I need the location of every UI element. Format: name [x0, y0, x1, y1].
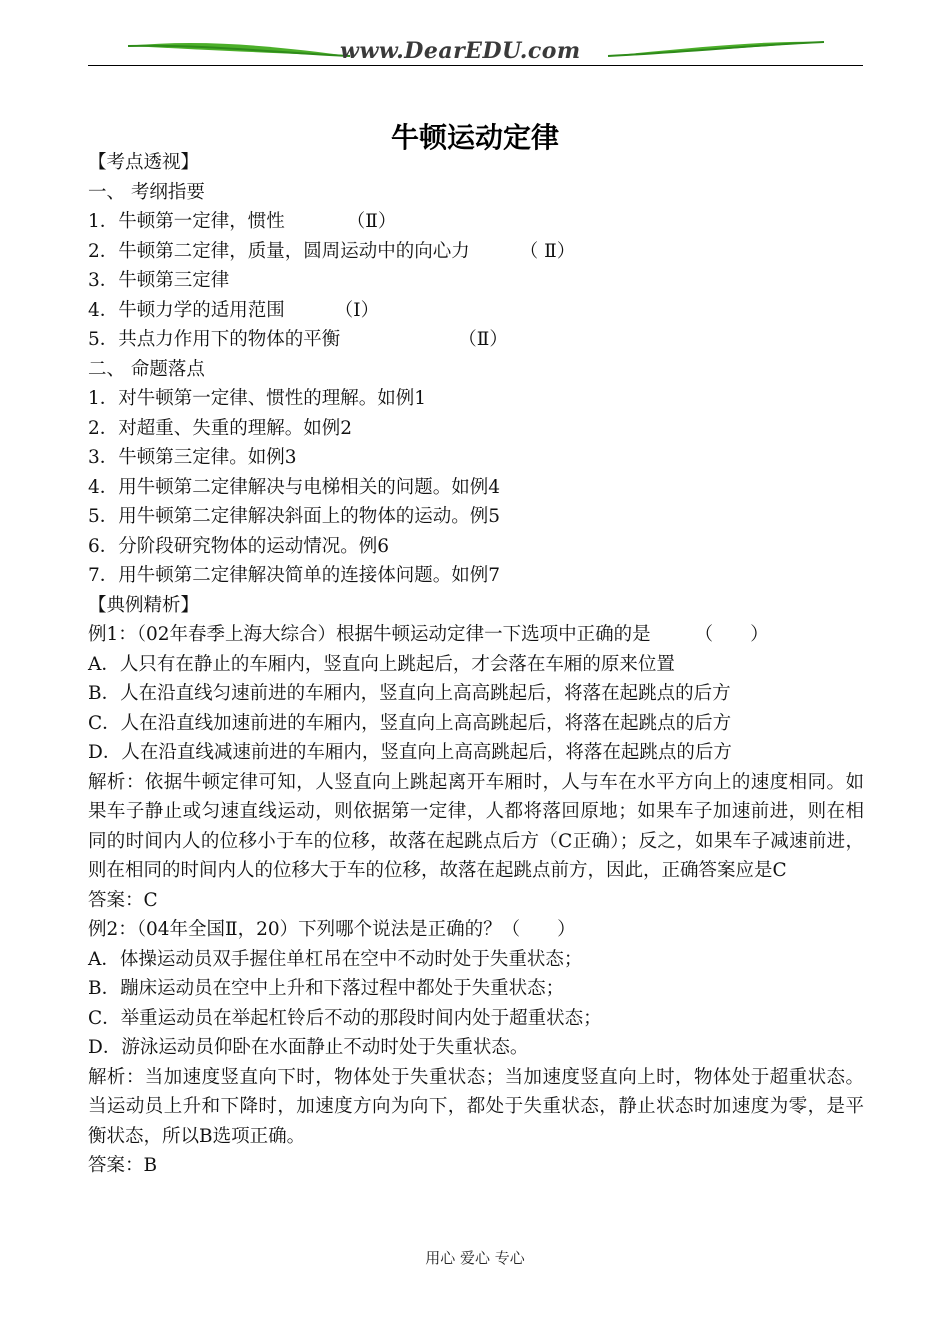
section-heading-kaodian: 【考点透视】 [88, 152, 200, 173]
example-1-answer: 答案：C [88, 889, 158, 911]
list-item: 1．牛顿第一定律，惯性 （Ⅱ） [88, 211, 397, 232]
list-item: 6．分阶段研究物体的运动情况。例6 [88, 535, 390, 557]
example-1-option: A．人只有在静止的车厢内，竖直向上跳起后，才会落在车厢的原来位置 [88, 653, 675, 675]
example-2-analysis: 解析：当加速度竖直向下时，物体处于失重状态；当加速度竖直向上时，物体处于超重状态。当运动员上升和下降时，加速度方向为向下，都处于失重状态，静止状态时加速度为零，是平衡状态，所以B选项正确。 [88, 1066, 864, 1147]
list-item: 4．用牛顿第二定律解决与电梯相关的问题。如例4 [88, 476, 501, 498]
site-logo[interactable]: www.DearEDU.com [340, 38, 581, 64]
document-body [88, 148, 864, 1181]
header-divider [88, 65, 863, 66]
list-item: 3．牛顿第三定律 [88, 270, 230, 291]
list-item: 2．对超重、失重的理解。如例2 [88, 417, 353, 439]
example-1-option: C．人在沿直线加速前进的车厢内，竖直向上高高跳起后，将落在起跳点的后方 [88, 712, 732, 734]
section-heading-kaogang: 一、 考纲指要 [88, 181, 205, 203]
example-2-answer: 答案：B [88, 1155, 158, 1176]
section-heading-mingti: 二、 命题落点 [88, 358, 205, 380]
list-item: 3．牛顿第三定律。如例3 [88, 447, 297, 468]
example-1-option: B．人在沿直线匀速前进的车厢内，竖直向上高高跳起后，将落在起跳点的后方 [88, 683, 731, 704]
list-item: 1．对牛顿第一定律、惯性的理解。如例1 [88, 388, 427, 409]
list-item: 7．用牛顿第二定律解决简单的连接体问题。如例7 [88, 565, 501, 586]
list-item: 5．共点力作用下的物体的平衡 （Ⅱ） [88, 329, 508, 350]
example-1-question: 例1：（02年春季上海大综合）根据牛顿运动定律一下选项中正确的是 （ ） [88, 624, 769, 645]
example-2-option: B．蹦床运动员在空中上升和下落过程中都处于失重状态； [88, 978, 565, 999]
page-footer: 用心 爱心 专心 [425, 1249, 525, 1267]
example-2-question: 例2：（04年全国Ⅱ，20）下列哪个说法是正确的？（ ） [88, 919, 576, 940]
example-2-option: C．举重运动员在举起杠铃后不动的那段时间内处于超重状态； [88, 1007, 602, 1029]
list-item: 5．用牛顿第二定律解决斜面上的物体的运动。例5 [88, 506, 501, 527]
example-2-option: A．体操运动员双手握住单杠吊在空中不动时处于失重状态； [88, 948, 583, 970]
list-item: 4．牛顿力学的适用范围 （Ⅰ） [88, 299, 380, 321]
section-heading-dianli: 【典例精析】 [88, 594, 200, 616]
page-title: 牛顿运动定律 [390, 121, 559, 154]
list-item: 2．牛顿第二定律，质量，圆周运动中的向心力 （ Ⅱ） [88, 240, 576, 262]
example-2-option: D．游泳运动员仰卧在水面静止不动时处于失重状态。 [88, 1037, 529, 1058]
example-1-analysis: 解析：依据牛顿定律可知，人竖直向上跳起离开车厢时，人与车在水平方向上的速度相同。如果车子静止或匀速直线运动，则依据第一定律，人都将落回原地；如果车子加速前进，则在相同的时间内人的位移小于车的位移，故落在起跳点后方（C正确）；反之，如果车子减速前进，则在相同的时间内人的位移大于车的位移，故落在起跳点前方，因此，正确答案应是C [88, 771, 864, 881]
example-1-option: D．人在沿直线减速前进的车厢内，竖直向上高高跳起后，将落在起跳点的后方 [88, 742, 732, 763]
